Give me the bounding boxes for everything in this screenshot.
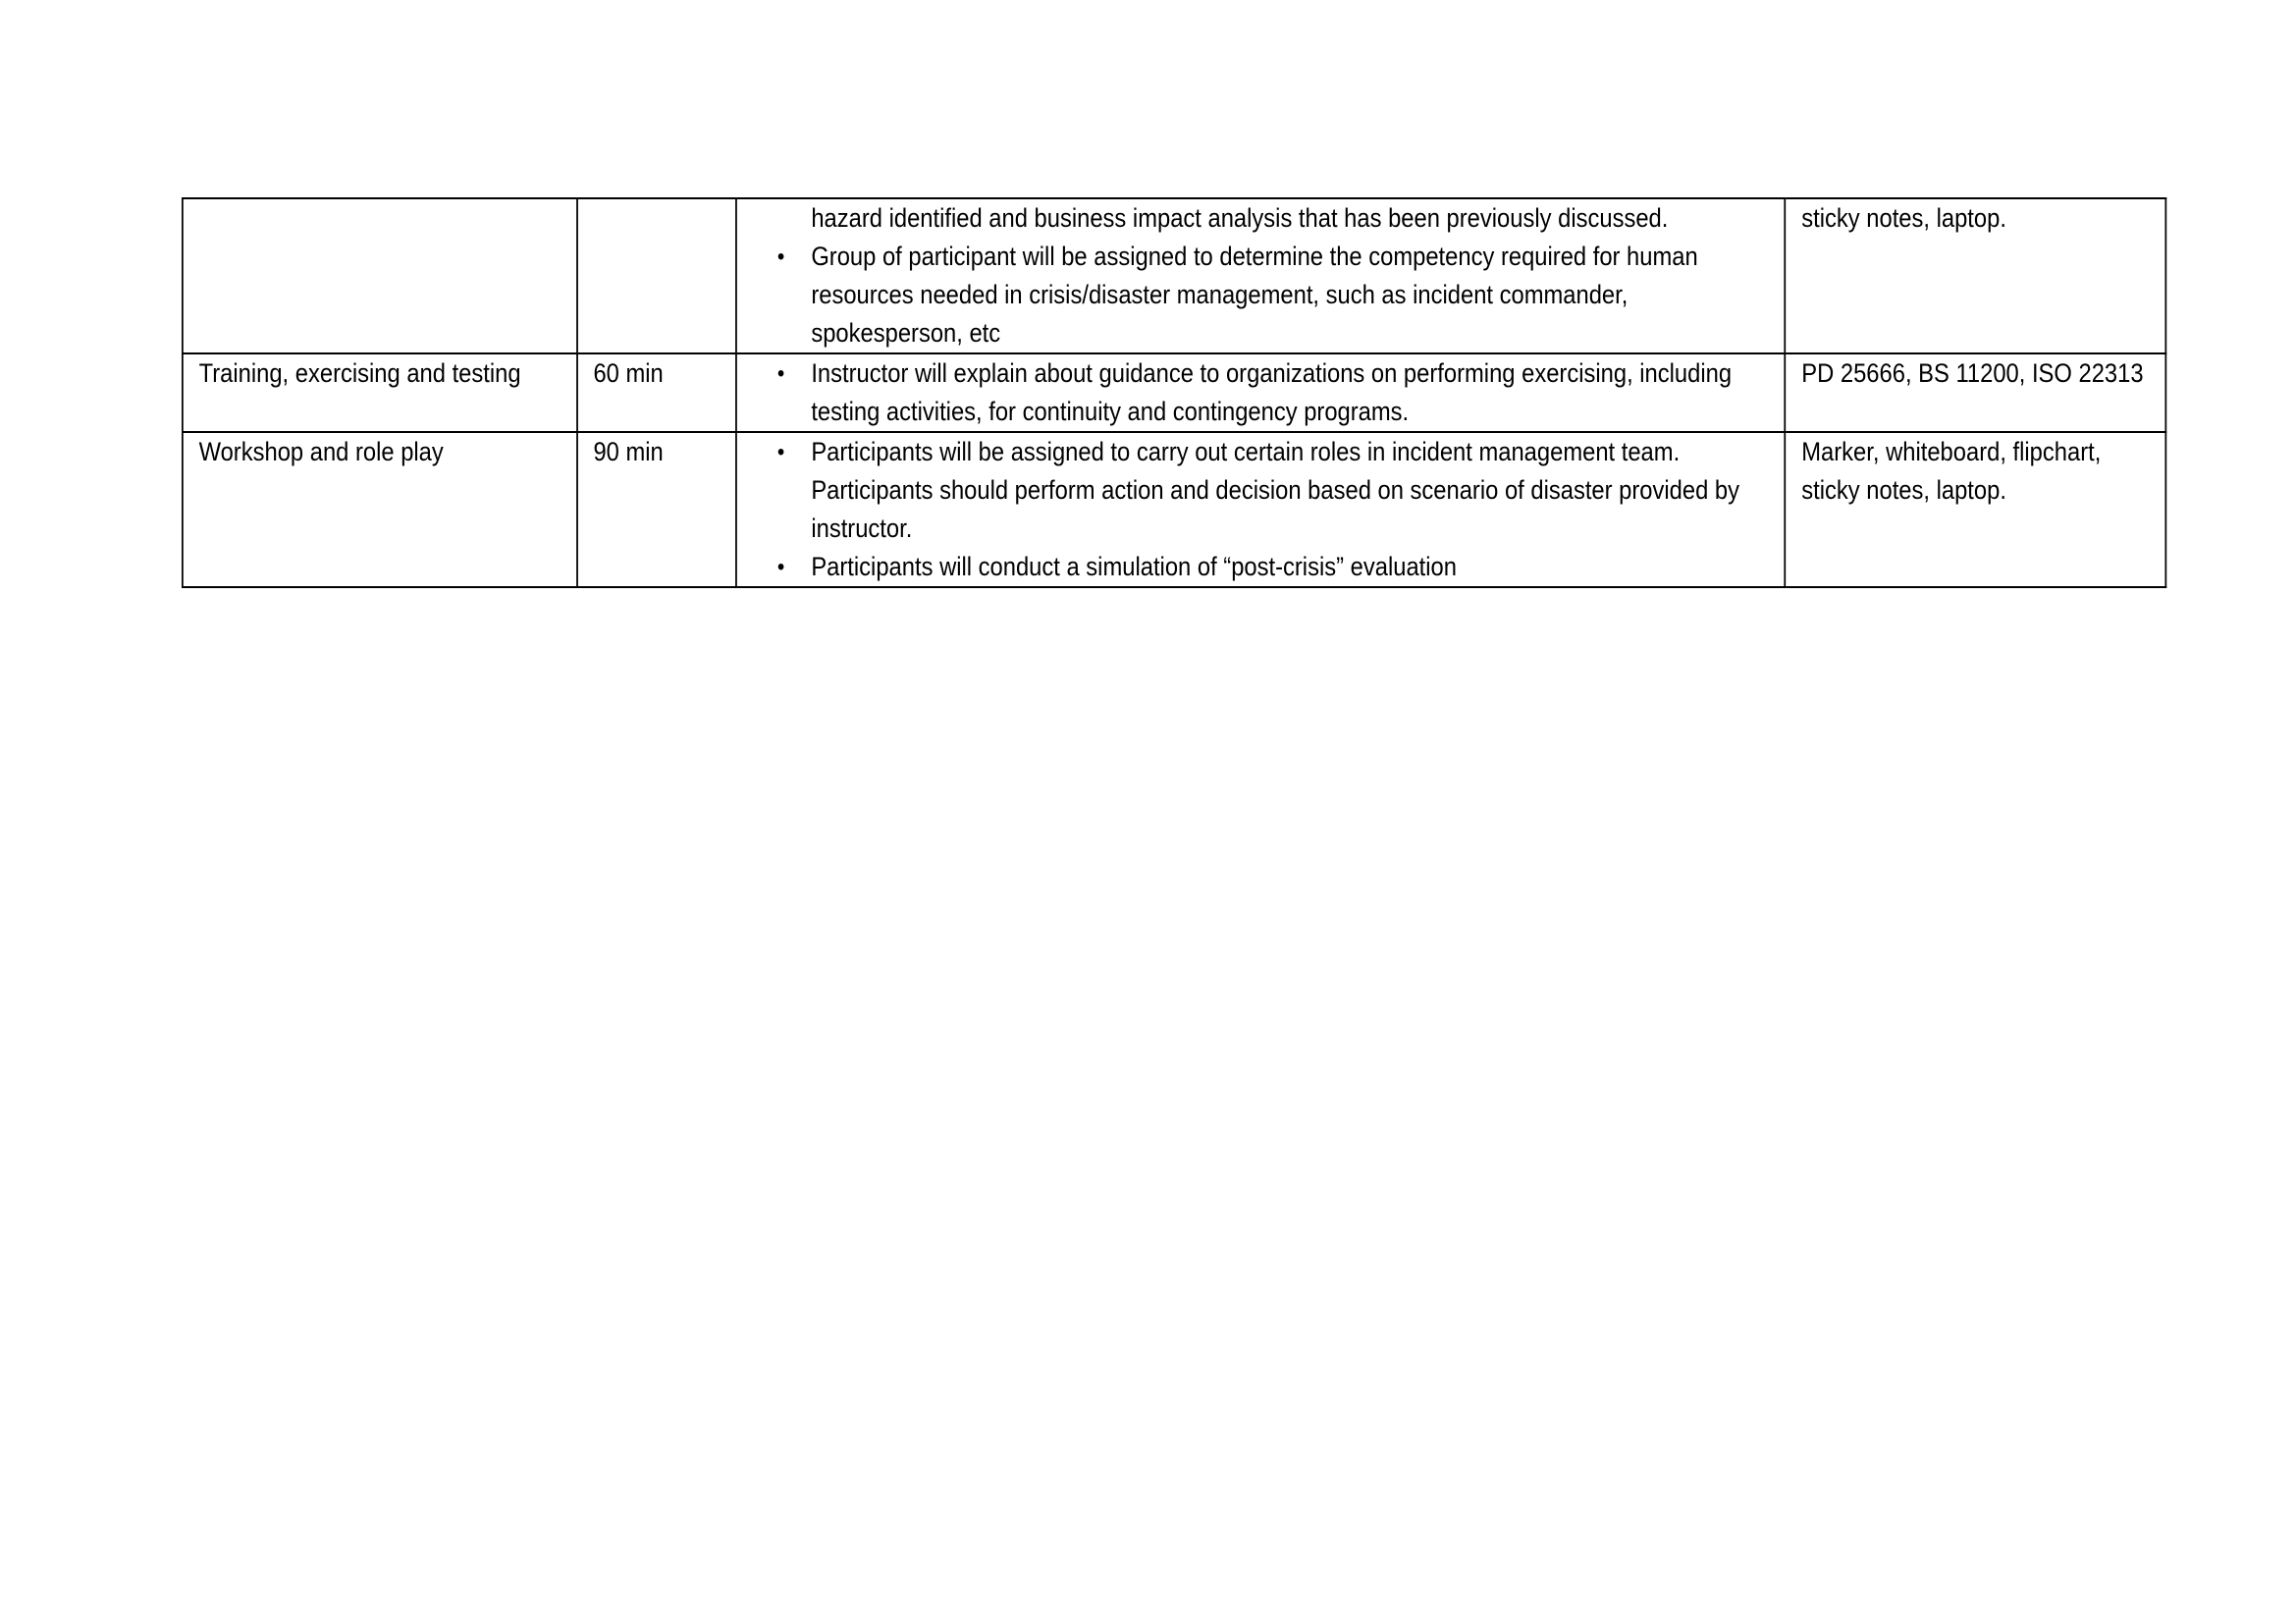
list-item <box>752 354 1772 431</box>
list-item <box>752 199 1772 238</box>
resources-cell: sticky notes, laptop. <box>1786 198 2166 353</box>
activity-cell <box>736 432 1786 587</box>
activity-list <box>752 354 1772 431</box>
list-item <box>752 548 1772 586</box>
activity-list <box>752 199 1772 352</box>
activity-text: Participants will be assigned to carry out certain roles in incident management team. Participants should perform action and decision based on scenario of disaster provided by instructor. <box>811 437 1739 543</box>
activity-text: hazard identified and business impact analysis that has been previously discussed. <box>811 203 1669 233</box>
table-row <box>183 432 2165 587</box>
list-item <box>752 238 1772 352</box>
activity-cell <box>736 353 1786 432</box>
list-item <box>752 433 1772 548</box>
bullet-icon: • <box>776 243 785 270</box>
training-schedule-table <box>182 197 2166 588</box>
activity-text: Participants will conduct a simulation of “post-crisis” evaluation <box>811 552 1457 581</box>
activity-text: Group of participant will be assigned to determine the competency required for human resources needed in crisis/disaster management, such as incident commander, spokesperson, etc <box>811 242 1698 348</box>
table-row <box>183 353 2165 432</box>
topic-cell: Training, exercising and testing <box>183 353 577 432</box>
activity-cell <box>736 198 1786 353</box>
topic-cell: Workshop and role play <box>183 432 577 587</box>
duration-cell <box>577 198 736 353</box>
bullet-icon: • <box>776 439 785 465</box>
activity-list <box>752 433 1772 586</box>
bullet-icon: • <box>776 360 785 387</box>
resources-cell: PD 25666, BS 11200, ISO 22313 <box>1786 353 2166 432</box>
bullet-icon: • <box>776 554 785 580</box>
duration-cell: 60 min <box>577 353 736 432</box>
resources-cell: Marker, whiteboard, flipchart, sticky notes, laptop. <box>1786 432 2166 587</box>
duration-cell: 90 min <box>577 432 736 587</box>
topic-cell <box>183 198 577 353</box>
activity-text: Instructor will explain about guidance to organizations on performing exercising, including testing activities, for continuity and contingency programs. <box>811 358 1733 426</box>
table-row <box>183 198 2165 353</box>
